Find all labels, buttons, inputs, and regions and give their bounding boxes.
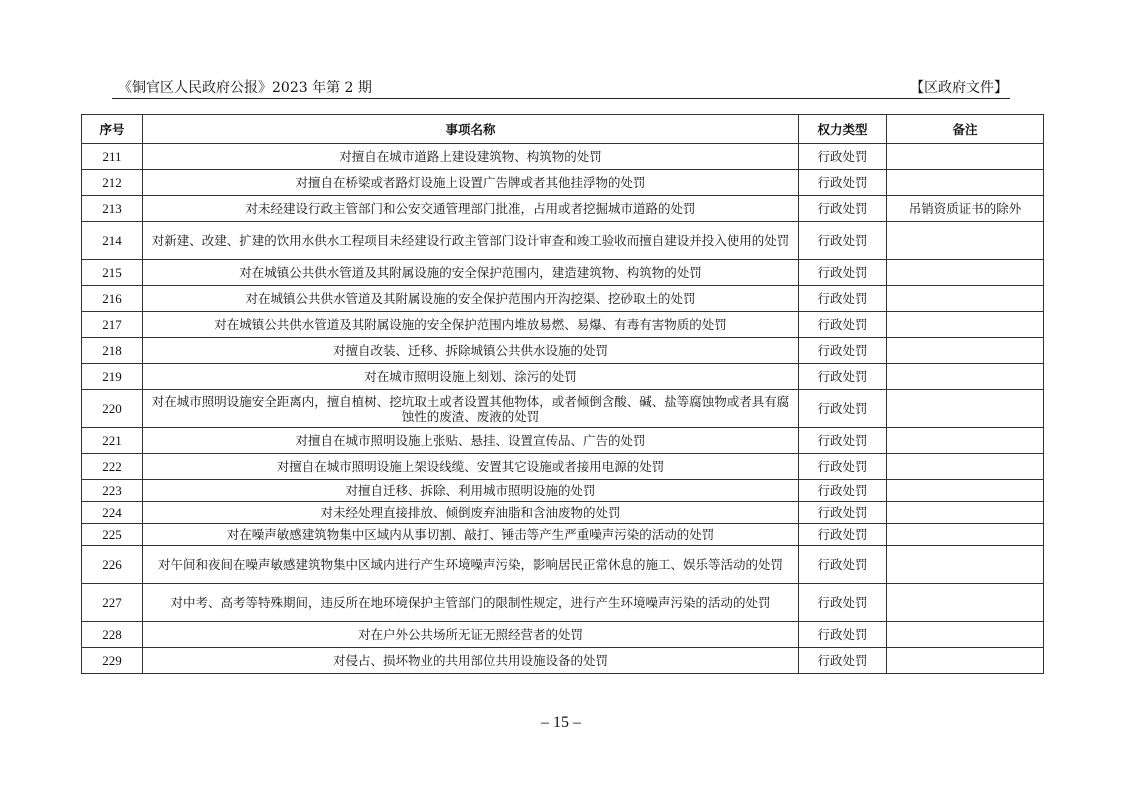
page-number: – 15 – <box>541 714 581 731</box>
column-header-seq: 序号 <box>82 115 143 144</box>
remark <box>887 260 1044 286</box>
column-header-note: 备注 <box>887 115 1044 144</box>
remark <box>887 428 1044 454</box>
item-name: 对在城市照明设施上刻划、涂污的处罚 <box>143 364 799 390</box>
remark <box>887 364 1044 390</box>
table-row <box>82 144 1044 170</box>
table-row <box>82 502 1044 524</box>
power-type: 行政处罚 <box>799 502 887 524</box>
power-type: 行政处罚 <box>799 222 887 260</box>
power-type: 行政处罚 <box>799 144 887 170</box>
remark <box>887 502 1044 524</box>
table-row <box>82 428 1044 454</box>
row-number: 229 <box>82 648 143 674</box>
item-name: 对在城镇公共供水管道及其附属设施的安全保护范围内堆放易燃、易爆、有毒有害物质的处罚 <box>143 312 799 338</box>
table-row <box>82 196 1044 222</box>
table-row <box>82 286 1044 312</box>
power-type: 行政处罚 <box>799 480 887 502</box>
table-body <box>82 144 1044 674</box>
table-row <box>82 312 1044 338</box>
header-rule <box>112 98 1010 99</box>
item-name: 对侵占、损坏物业的共用部位共用设施设备的处罚 <box>143 648 799 674</box>
remark <box>887 222 1044 260</box>
remark <box>887 286 1044 312</box>
remark <box>887 584 1044 622</box>
table-row <box>82 622 1044 648</box>
table-row <box>82 454 1044 480</box>
power-type: 行政处罚 <box>799 196 887 222</box>
row-number: 217 <box>82 312 143 338</box>
remark <box>887 480 1044 502</box>
item-name: 对新建、改建、扩建的饮用水供水工程项目未经建设行政主管部门设计审查和竣工验收而擅自建设并投入使用的处罚 <box>143 222 799 260</box>
bulletin-title: 《铜官区人民政府公报》2023 年第 2 期 <box>118 80 372 96</box>
item-name: 对在户外公共场所无证无照经营者的处罚 <box>143 622 799 648</box>
item-name: 对午间和夜间在噪声敏感建筑物集中区域内进行产生环境噪声污染，影响居民正常休息的施工、娱乐等活动的处罚 <box>143 546 799 584</box>
power-type: 行政处罚 <box>799 584 887 622</box>
remark <box>887 524 1044 546</box>
table-row <box>82 390 1044 428</box>
remark: 吊销资质证书的除外 <box>887 196 1044 222</box>
item-name: 对擅自迁移、拆除、利用城市照明设施的处罚 <box>143 480 799 502</box>
remark <box>887 312 1044 338</box>
remark <box>887 622 1044 648</box>
row-number: 223 <box>82 480 143 502</box>
table-row <box>82 364 1044 390</box>
item-name: 对未经建设行政主管部门和公安交通管理部门批准，占用或者挖掘城市道路的处罚 <box>143 196 799 222</box>
item-name: 对擅自在城市照明设施上架设线缆、安置其它设施或者接用电源的处罚 <box>143 454 799 480</box>
row-number: 214 <box>82 222 143 260</box>
item-name: 对在噪声敏感建筑物集中区域内从事切割、敲打、锤击等产生严重噪声污染的活动的处罚 <box>143 524 799 546</box>
remark <box>887 546 1044 584</box>
row-number: 211 <box>82 144 143 170</box>
items-table <box>81 114 1044 674</box>
item-name: 对擅自在城市照明设施上张贴、悬挂、设置宣传品、广告的处罚 <box>143 428 799 454</box>
item-name: 对中考、高考等特殊期间，违反所在地环境保护主管部门的限制性规定，进行产生环境噪声污染的活动的处罚 <box>143 584 799 622</box>
row-number: 212 <box>82 170 143 196</box>
table-row <box>82 524 1044 546</box>
power-type: 行政处罚 <box>799 454 887 480</box>
table-row <box>82 584 1044 622</box>
power-type: 行政处罚 <box>799 170 887 196</box>
power-type: 行政处罚 <box>799 524 887 546</box>
item-name: 对擅自改装、迁移、拆除城镇公共供水设施的处罚 <box>143 338 799 364</box>
power-type: 行政处罚 <box>799 428 887 454</box>
table-row <box>82 648 1044 674</box>
row-number: 216 <box>82 286 143 312</box>
column-header-type: 权力类型 <box>799 115 887 144</box>
row-number: 218 <box>82 338 143 364</box>
row-number: 222 <box>82 454 143 480</box>
remark <box>887 144 1044 170</box>
item-name: 对未经处理直接排放、倾倒废弃油脂和含油废物的处罚 <box>143 502 799 524</box>
row-number: 219 <box>82 364 143 390</box>
row-number: 221 <box>82 428 143 454</box>
page-header <box>118 77 1008 97</box>
item-name: 对在城市照明设施安全距离内，擅自植树、挖坑取土或者设置其他物体，或者倾倒含酸、碱、盐等腐蚀物或者具有腐蚀性的废渣、废液的处罚 <box>143 390 799 428</box>
remark <box>887 338 1044 364</box>
row-number: 227 <box>82 584 143 622</box>
power-type: 行政处罚 <box>799 622 887 648</box>
power-type: 行政处罚 <box>799 364 887 390</box>
column-header-name: 事项名称 <box>143 115 799 144</box>
power-type: 行政处罚 <box>799 286 887 312</box>
power-type: 行政处罚 <box>799 390 887 428</box>
table-row <box>82 170 1044 196</box>
remark <box>887 648 1044 674</box>
table-row <box>82 260 1044 286</box>
power-type: 行政处罚 <box>799 546 887 584</box>
table-row <box>82 480 1044 502</box>
row-number: 220 <box>82 390 143 428</box>
power-type: 行政处罚 <box>799 260 887 286</box>
table-header-row <box>82 115 1044 144</box>
remark <box>887 170 1044 196</box>
row-number: 224 <box>82 502 143 524</box>
item-name: 对在城镇公共供水管道及其附属设施的安全保护范围内开沟挖渠、挖砂取土的处罚 <box>143 286 799 312</box>
row-number: 225 <box>82 524 143 546</box>
power-type: 行政处罚 <box>799 312 887 338</box>
row-number: 215 <box>82 260 143 286</box>
table-row <box>82 222 1044 260</box>
power-type: 行政处罚 <box>799 648 887 674</box>
item-name: 对擅自在城市道路上建设建筑物、构筑物的处罚 <box>143 144 799 170</box>
section-label: 【区政府文件】 <box>910 80 1008 96</box>
table-row <box>82 338 1044 364</box>
item-name: 对在城镇公共供水管道及其附属设施的安全保护范围内，建造建筑物、构筑物的处罚 <box>143 260 799 286</box>
table-row <box>82 546 1044 584</box>
row-number: 226 <box>82 546 143 584</box>
row-number: 228 <box>82 622 143 648</box>
remark <box>887 454 1044 480</box>
row-number: 213 <box>82 196 143 222</box>
power-type: 行政处罚 <box>799 338 887 364</box>
remark <box>887 390 1044 428</box>
item-name: 对擅自在桥梁或者路灯设施上设置广告牌或者其他挂浮物的处罚 <box>143 170 799 196</box>
